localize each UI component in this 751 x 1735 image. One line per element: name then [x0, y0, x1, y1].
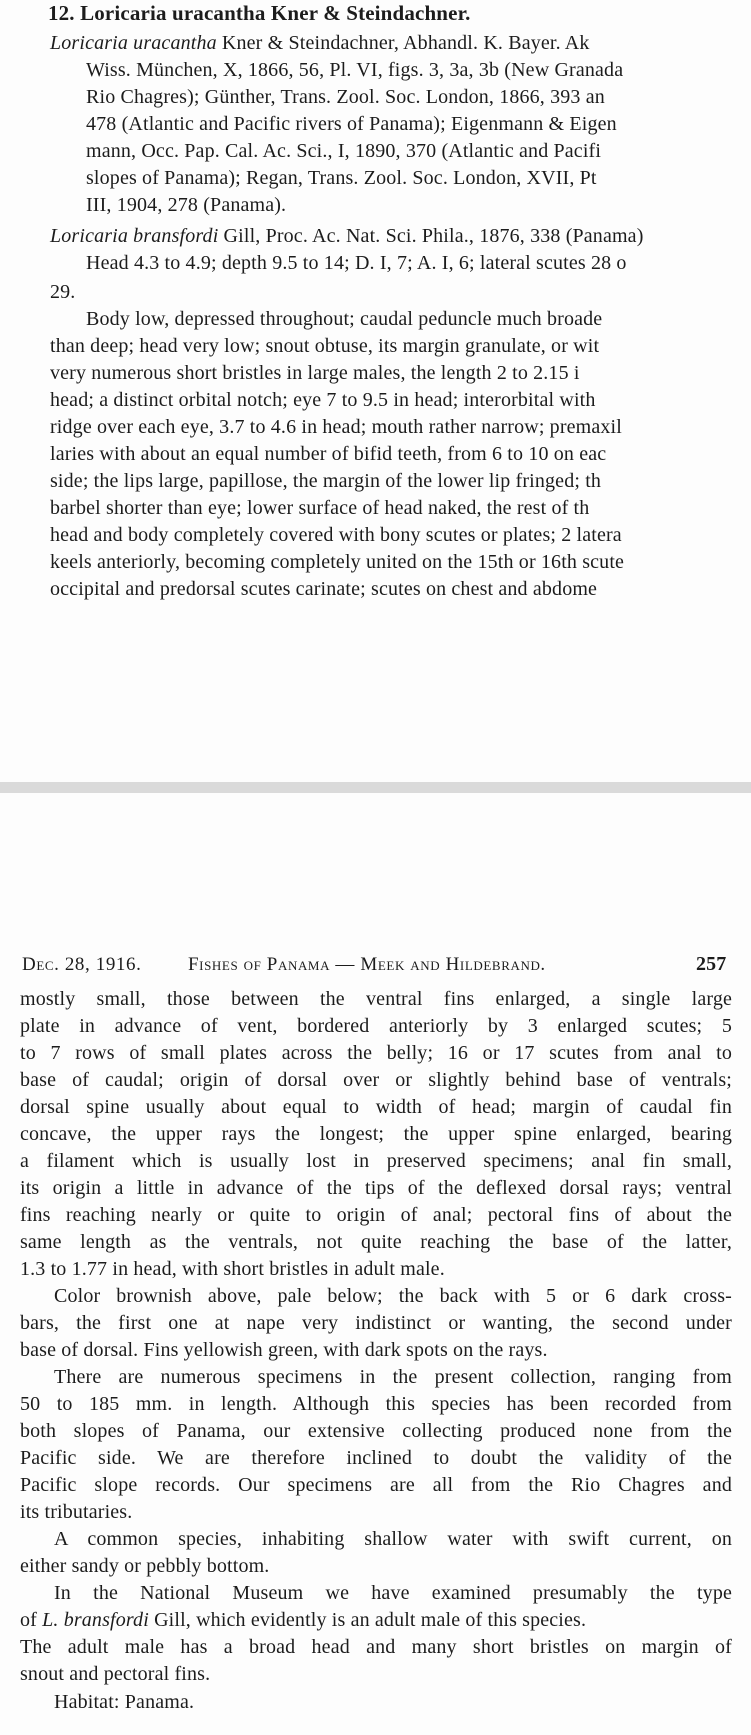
description-line: head; a distinct orbital notch; eye 7 to 9.5 in head; interorbital with: [50, 389, 596, 411]
description-line: Body low, depressed throughout; caudal peduncle much broade: [86, 308, 603, 330]
color-line: bars, the first one at nape very indistinct or wanting, the second under: [20, 1312, 732, 1334]
species-title: Loricaria uracantha Kner & Steindachner.: [80, 1, 471, 25]
specimens-line: Pacific side. We are therefore inclined to doubt the validity of the: [20, 1447, 732, 1469]
measurements-cont: 29.: [50, 281, 76, 303]
page-1: [0, 0, 751, 782]
description-cont-line: fins reaching nearly or quite to origin of anal; pectoral fins of about the: [20, 1204, 732, 1226]
description-cont-line: to 7 rows of small plates across the belly; 16 or 17 scutes from anal to: [20, 1042, 732, 1064]
synonymy-line: III, 1904, 278 (Panama).: [86, 194, 287, 216]
synonymy-line: slopes of Panama); Regan, Trans. Zool. Soc. London, XVII, Pt: [86, 167, 597, 189]
synonymy-line: Wiss. München, X, 1866, 56, Pl. VI, figs. 3, 3a, 3b (New Granada: [86, 59, 624, 81]
description-cont-line: same length as the ventrals, not quite reaching the base of the latter,: [20, 1231, 732, 1253]
color-line: Color brownish above, pale below; the back with 5 or 6 dark cross-: [54, 1285, 732, 1307]
museum-line: In the National Museum we have examined presumably the type: [54, 1582, 732, 1604]
page-separator: [0, 782, 751, 793]
description-cont-line: 1.3 to 1.77 in head, with short bristles in adult male.: [20, 1258, 445, 1280]
specimens-line: both slopes of Panama, our extensive collecting produced none from the: [20, 1420, 732, 1442]
habitat: Habitat: Panama.: [54, 1691, 195, 1713]
description-line: keels anteriorly, becoming completely united on the 15th or 16th scute: [50, 551, 625, 573]
synonym-taxon: Loricaria uracantha: [50, 32, 217, 54]
species-heading: [48, 0, 471, 27]
description-line: barbel shorter than eye; lower surface of head naked, the rest of th: [50, 497, 590, 519]
page-2: [0, 793, 751, 1735]
description-cont-line: concave, the upper rays the longest; the upper spine enlarged, bearing: [20, 1123, 732, 1145]
specimens-line: its tributaries.: [20, 1501, 133, 1523]
running-head-title: Fishes of Panama — Meek and Hildebrand.: [188, 954, 546, 975]
description-line: ridge over each eye, 3.7 to 4.6 in head; mouth rather narrow; premaxil: [50, 416, 622, 438]
running-head-date: Dec. 28, 1916.: [22, 954, 142, 975]
description-cont-line: a filament which is usually lost in preserved specimens; anal fin small,: [20, 1150, 732, 1172]
description-line: head and body completely covered with bony scutes or plates; 2 latera: [50, 524, 622, 546]
species-number: 12.: [48, 1, 75, 25]
specimens-line: Pacific slope records. Our specimens are all from the Rio Chagres and: [20, 1474, 732, 1496]
description-line: than deep; head very low; snout obtuse, its margin granulate, or wit: [50, 335, 600, 357]
habitat-note-line: A common species, inhabiting shallow water with swift current, on: [54, 1528, 732, 1550]
synonymy-entry-1: Loricaria uracantha Kner & Steindachner, Abhandl. K. Bayer. Ak: [50, 32, 590, 54]
synonymy-entry-2: Loricaria bransfordi Gill, Proc. Ac. Nat. Sci. Phila., 1876, 338 (Panama): [50, 225, 644, 247]
description-cont-line: base of caudal; origin of dorsal over or slightly behind base of ventrals;: [20, 1069, 732, 1091]
specimens-line: 50 to 185 mm. in length. Although this species has been recorded from: [20, 1393, 732, 1415]
description-line: side; the lips large, papillose, the margin of the lower lip fringed; th: [50, 470, 602, 492]
description-line: very numerous short bristles in large males, the length 2 to 2.15 i: [50, 362, 580, 384]
museum-line: of L. bransfordi Gill, which evidently is an adult male of this species.: [20, 1609, 587, 1631]
description-cont-line: dorsal spine usually about equal to width of head; margin of caudal fin: [20, 1096, 732, 1118]
habitat-note-line: either sandy or pebbly bottom.: [20, 1555, 270, 1577]
color-line: base of dorsal. Fins yellowish green, with dark spots on the rays.: [20, 1339, 548, 1361]
description-cont-line: mostly small, those between the ventral fins enlarged, a single large: [20, 988, 732, 1010]
measurements: Head 4.3 to 4.9; depth 9.5 to 14; D. I, 7; A. I, 6; lateral scutes 28 o: [86, 252, 627, 274]
museum-line: snout and pectoral fins.: [20, 1663, 211, 1685]
description-cont-line: its origin a little in advance of the tips of the deflexed dorsal rays; ventral: [20, 1177, 732, 1199]
specimens-line: There are numerous specimens in the present collection, ranging from: [54, 1366, 732, 1388]
description-line: occipital and predorsal scutes carinate; scutes on chest and abdome: [50, 578, 598, 600]
museum-line: The adult male has a broad head and many short bristles on margin of: [20, 1636, 732, 1658]
synonymy-line: mann, Occ. Pap. Cal. Ac. Sci., I, 1890, 370 (Atlantic and Pacifi: [86, 140, 602, 162]
taxon-name: L. bransfordi: [42, 1609, 149, 1631]
synonymy-line: 478 (Atlantic and Pacific rivers of Panama); Eigenmann & Eigen: [86, 113, 617, 135]
page-number: 257: [696, 953, 727, 975]
synonym-taxon: Loricaria bransfordi: [50, 225, 219, 247]
synonymy-line: Rio Chagres); Günther, Trans. Zool. Soc. London, 1866, 393 an: [86, 86, 605, 108]
description-cont-line: plate in advance of vent, bordered anteriorly by 3 enlarged scutes; 5: [20, 1015, 732, 1037]
description-line: laries with about an equal number of bifid teeth, from 6 to 10 on eac: [50, 443, 607, 465]
